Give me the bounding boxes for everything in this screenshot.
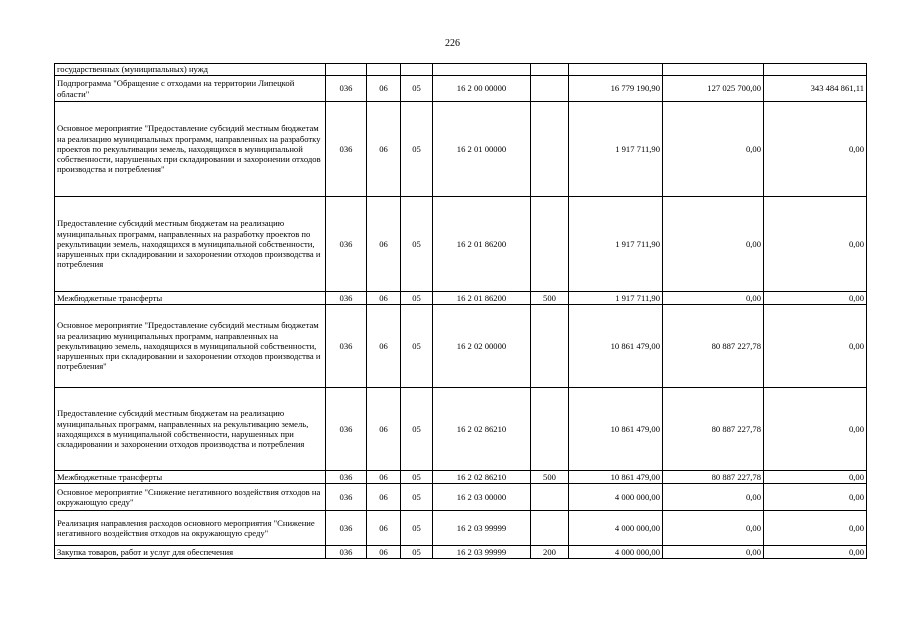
cell-amount-year-3: 343 484 861,11 — [764, 76, 867, 102]
cell-section: 06 — [367, 292, 401, 305]
cell-ministry-code: 036 — [326, 197, 367, 292]
cell-target-code — [433, 64, 531, 76]
table-row — [55, 305, 867, 388]
cell-ministry-code: 036 — [326, 102, 367, 197]
table-row — [55, 197, 867, 292]
cell-target-code: 16 2 00 00000 — [433, 76, 531, 102]
cell-name: государственных (муниципальных) нужд — [55, 64, 326, 76]
cell-target-code: 16 2 03 99999 — [433, 546, 531, 559]
cell-subsection: 05 — [401, 484, 433, 511]
cell-target-code: 16 2 03 00000 — [433, 484, 531, 511]
table-row — [55, 292, 867, 305]
cell-amount-year-1: 1 917 711,90 — [569, 292, 663, 305]
cell-expense-type — [531, 64, 569, 76]
cell-amount-year-2: 0,00 — [663, 102, 764, 197]
cell-amount-year-2: 80 887 227,78 — [663, 305, 764, 388]
cell-amount-year-1: 10 861 479,00 — [569, 471, 663, 484]
cell-ministry-code: 036 — [326, 471, 367, 484]
page-number: 226 — [445, 38, 460, 49]
table-row — [55, 484, 867, 511]
cell-amount-year-3: 0,00 — [764, 292, 867, 305]
cell-ministry-code: 036 — [326, 76, 367, 102]
cell-amount-year-1: 4 000 000,00 — [569, 484, 663, 511]
cell-amount-year-2: 0,00 — [663, 197, 764, 292]
cell-name: Подпрограмма "Обращение с отходами на территории Липецкой области" — [55, 76, 326, 102]
cell-expense-type — [531, 388, 569, 471]
table-row — [55, 471, 867, 484]
cell-amount-year-1: 4 000 000,00 — [569, 546, 663, 559]
cell-ministry-code — [326, 64, 367, 76]
cell-expense-type — [531, 102, 569, 197]
table-row — [55, 388, 867, 471]
cell-amount-year-3: 0,00 — [764, 102, 867, 197]
cell-subsection: 05 — [401, 546, 433, 559]
cell-ministry-code: 036 — [326, 546, 367, 559]
cell-name: Реализация направления расходов основного мероприятия "Снижение негативного воздействия отходов на окружающую среду" — [55, 511, 326, 546]
cell-subsection — [401, 64, 433, 76]
cell-ministry-code: 036 — [326, 388, 367, 471]
cell-amount-year-2: 0,00 — [663, 511, 764, 546]
cell-subsection: 05 — [401, 76, 433, 102]
cell-amount-year-2: 80 887 227,78 — [663, 471, 764, 484]
cell-target-code: 16 2 02 86210 — [433, 471, 531, 484]
cell-amount-year-2: 0,00 — [663, 484, 764, 511]
table-row — [55, 511, 867, 546]
cell-expense-type — [531, 305, 569, 388]
cell-name: Основное мероприятие "Предоставление субсидий местным бюджетам на реализацию муниципальных программ, направленных на разработку проектов по рекультивации земель, находящихся в муниципальной собственности, нарушенных при складировании и захоронении отходов производства и потребления" — [55, 102, 326, 197]
cell-target-code: 16 2 01 00000 — [433, 102, 531, 197]
cell-subsection: 05 — [401, 511, 433, 546]
cell-amount-year-1: 1 917 711,90 — [569, 102, 663, 197]
cell-section: 06 — [367, 511, 401, 546]
cell-expense-type — [531, 511, 569, 546]
cell-amount-year-1: 16 779 190,90 — [569, 76, 663, 102]
cell-subsection: 05 — [401, 102, 433, 197]
cell-amount-year-3: 0,00 — [764, 484, 867, 511]
table-row — [55, 76, 867, 102]
cell-section: 06 — [367, 305, 401, 388]
cell-name: Предоставление субсидий местным бюджетам на реализацию муниципальных программ, направленных на рекультивацию земель, находящихся в муниципальной собственности, нарушенных при складировании и захоронении отходов производства и потребления — [55, 388, 326, 471]
cell-amount-year-3: 0,00 — [764, 388, 867, 471]
cell-expense-type: 200 — [531, 546, 569, 559]
cell-name: Основное мероприятие "Предоставление субсидий местным бюджетам на реализацию муниципальных программ, направленных на рекультивацию земель, находящихся в муниципальной собственности, нарушенных при складировании и захоронении отходов производства и потребления" — [55, 305, 326, 388]
cell-subsection: 05 — [401, 197, 433, 292]
cell-name: Основное мероприятие "Снижение негативного воздействия отходов на окружающую среду" — [55, 484, 326, 511]
cell-amount-year-1: 4 000 000,00 — [569, 511, 663, 546]
cell-amount-year-2: 80 887 227,78 — [663, 388, 764, 471]
cell-subsection: 05 — [401, 292, 433, 305]
cell-target-code: 16 2 03 99999 — [433, 511, 531, 546]
cell-name: Закупка товаров, работ и услуг для обеспечения — [55, 546, 326, 559]
cell-ministry-code: 036 — [326, 484, 367, 511]
cell-amount-year-2: 0,00 — [663, 292, 764, 305]
cell-subsection: 05 — [401, 388, 433, 471]
cell-expense-type — [531, 197, 569, 292]
cell-amount-year-3: 0,00 — [764, 546, 867, 559]
cell-name: Межбюджетные трансферты — [55, 471, 326, 484]
cell-expense-type — [531, 484, 569, 511]
cell-amount-year-1: 1 917 711,90 — [569, 197, 663, 292]
cell-amount-year-1: 10 861 479,00 — [569, 388, 663, 471]
cell-amount-year-3 — [764, 64, 867, 76]
cell-ministry-code: 036 — [326, 292, 367, 305]
cell-amount-year-3: 0,00 — [764, 511, 867, 546]
cell-target-code: 16 2 01 86200 — [433, 197, 531, 292]
cell-amount-year-3: 0,00 — [764, 197, 867, 292]
cell-subsection: 05 — [401, 471, 433, 484]
cell-amount-year-3: 0,00 — [764, 305, 867, 388]
cell-name: Межбюджетные трансферты — [55, 292, 326, 305]
table-row — [55, 64, 867, 76]
cell-amount-year-2: 127 025 700,00 — [663, 76, 764, 102]
cell-section: 06 — [367, 546, 401, 559]
cell-ministry-code: 036 — [326, 305, 367, 388]
cell-target-code: 16 2 01 86200 — [433, 292, 531, 305]
cell-expense-type: 500 — [531, 471, 569, 484]
cell-section: 06 — [367, 102, 401, 197]
cell-expense-type — [531, 76, 569, 102]
cell-section: 06 — [367, 484, 401, 511]
budget-table — [54, 63, 867, 559]
cell-ministry-code: 036 — [326, 511, 367, 546]
cell-target-code: 16 2 02 86210 — [433, 388, 531, 471]
cell-section — [367, 64, 401, 76]
cell-section: 06 — [367, 197, 401, 292]
cell-name: Предоставление субсидий местным бюджетам на реализацию муниципальных программ, направленных на разработку проектов по рекультивации земель, находящихся в муниципальной собственности, нарушенных при складировании и захоронении отходов производства и потребления — [55, 197, 326, 292]
cell-amount-year-1 — [569, 64, 663, 76]
cell-amount-year-1: 10 861 479,00 — [569, 305, 663, 388]
cell-subsection: 05 — [401, 305, 433, 388]
cell-amount-year-2 — [663, 64, 764, 76]
cell-section: 06 — [367, 76, 401, 102]
cell-amount-year-3: 0,00 — [764, 471, 867, 484]
cell-section: 06 — [367, 471, 401, 484]
cell-amount-year-2: 0,00 — [663, 546, 764, 559]
cell-section: 06 — [367, 388, 401, 471]
budget-table-body — [55, 64, 867, 559]
cell-expense-type: 500 — [531, 292, 569, 305]
table-row — [55, 102, 867, 197]
cell-target-code: 16 2 02 00000 — [433, 305, 531, 388]
table-row — [55, 546, 867, 559]
